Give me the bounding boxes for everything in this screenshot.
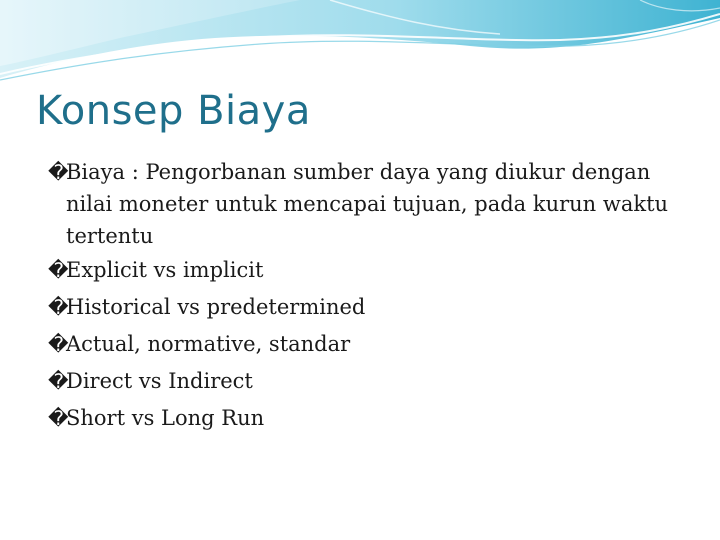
bullet-text: Actual, normative, standar xyxy=(66,332,351,356)
bullet-list xyxy=(48,156,698,439)
bullet-item xyxy=(48,328,698,360)
bullet-marker-icon: � xyxy=(48,160,69,184)
bullet-item xyxy=(48,402,698,434)
bullet-text: Direct vs Indirect xyxy=(66,369,253,393)
bullet-text: Historical vs predetermined xyxy=(66,295,366,319)
bullet-item xyxy=(48,291,698,323)
bullet-text: Short vs Long Run xyxy=(66,406,265,430)
bullet-marker-icon: � xyxy=(48,332,69,356)
bullet-marker-icon: � xyxy=(48,406,69,430)
bullet-item xyxy=(48,254,698,286)
bullet-text: Biaya : Pengorbanan sumber daya yang diukur dengan nilai moneter untuk mencapai tujuan, pada kurun waktu tertentu xyxy=(66,160,669,248)
header-wave-decoration xyxy=(0,0,720,90)
bullet-marker-icon: � xyxy=(48,369,69,393)
bullet-text: Explicit vs implicit xyxy=(66,258,264,282)
slide-title: Konsep Biaya xyxy=(36,88,311,134)
bullet-marker-icon: � xyxy=(48,258,69,282)
bullet-marker-icon: � xyxy=(48,295,69,319)
bullet-item xyxy=(48,365,698,397)
bullet-item xyxy=(48,156,698,252)
